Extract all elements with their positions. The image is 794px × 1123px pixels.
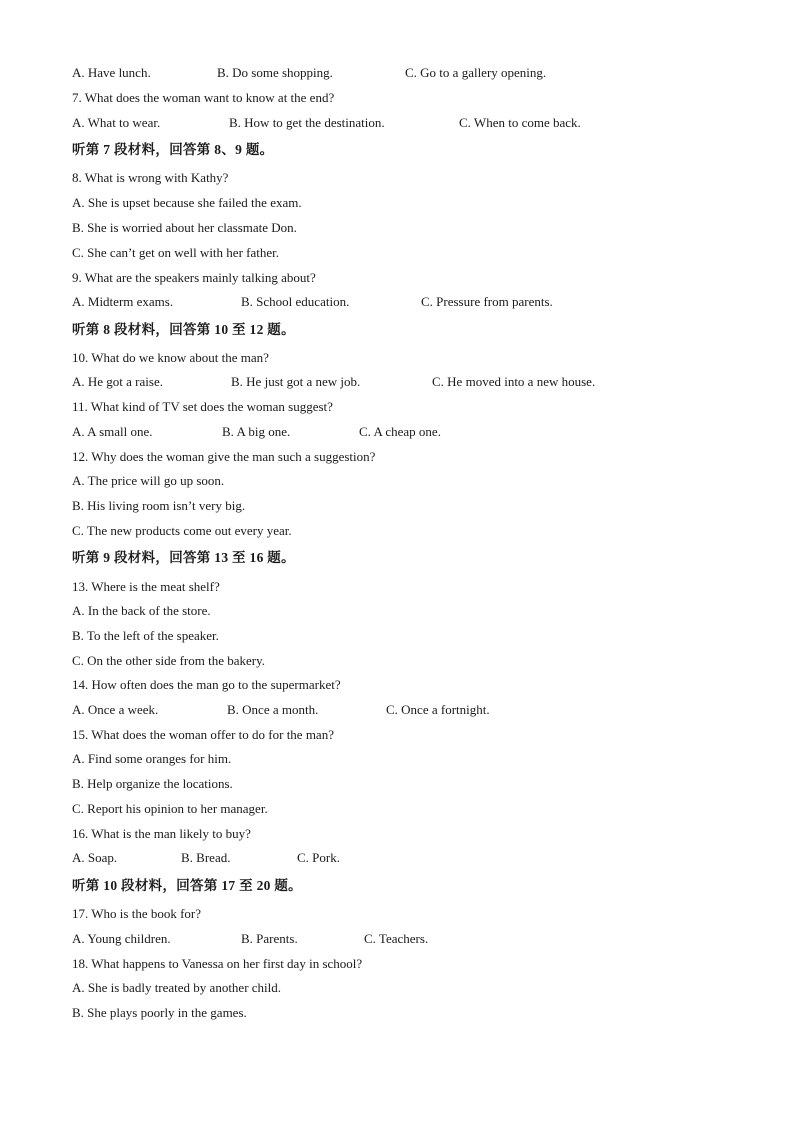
question-14: 14. How often does the man go to the supermarket? bbox=[72, 677, 341, 692]
question-9: 9. What are the speakers mainly talking about? bbox=[72, 270, 316, 285]
question-7: 7. What does the woman want to know at the end? bbox=[72, 90, 335, 105]
option-line: A. She is upset because she failed the exam. bbox=[72, 195, 302, 210]
option-c: C. Go to a gallery opening. bbox=[405, 65, 547, 80]
option-c: C. He moved into a new house. bbox=[432, 374, 596, 389]
option-c: C. Pork. bbox=[297, 850, 340, 865]
section-heading-7: 听第 7 段材料，回答第 8、9 题。 bbox=[72, 142, 274, 157]
option-line: B. She is worried about her classmate Don. bbox=[72, 220, 297, 235]
option-c: C. When to come back. bbox=[459, 115, 581, 130]
option-a: A. Have lunch. bbox=[72, 65, 151, 80]
question-16: 16. What is the man likely to buy? bbox=[72, 826, 251, 841]
option-a: A. Once a week. bbox=[72, 702, 159, 717]
option-b: B. Do some shopping. bbox=[217, 65, 333, 80]
option-line: A. She is badly treated by another child. bbox=[72, 980, 282, 995]
question-10: 10. What do we know about the man? bbox=[72, 350, 269, 365]
option-line: C. She can’t get on well with her father. bbox=[72, 245, 279, 260]
option-line: A. In the back of the store. bbox=[72, 603, 211, 618]
section-heading-8: 听第 8 段材料，回答第 10 至 12 题。 bbox=[72, 322, 295, 337]
question-15: 15. What does the woman offer to do for the man? bbox=[72, 727, 334, 742]
option-a: A. Midterm exams. bbox=[72, 294, 174, 309]
option-a: A. Young children. bbox=[72, 931, 171, 946]
option-c: C. Teachers. bbox=[364, 931, 429, 946]
option-b: B. How to get the destination. bbox=[229, 115, 385, 130]
option-line: B. His living room isn’t very big. bbox=[72, 498, 246, 513]
option-line: B. Help organize the locations. bbox=[72, 776, 233, 791]
option-b: B. School education. bbox=[241, 294, 350, 309]
option-b: B. Once a month. bbox=[227, 702, 319, 717]
option-b: B. A big one. bbox=[222, 424, 291, 439]
section-heading-10: 听第 10 段材料，回答第 17 至 20 题。 bbox=[72, 878, 302, 893]
option-line: A. The price will go up soon. bbox=[72, 473, 225, 488]
option-line: B. She plays poorly in the games. bbox=[72, 1005, 247, 1020]
option-c: C. A cheap one. bbox=[359, 424, 441, 439]
option-b: B. Parents. bbox=[241, 931, 298, 946]
option-b: B. He just got a new job. bbox=[231, 374, 361, 389]
option-line: C. The new products come out every year. bbox=[72, 523, 292, 538]
option-line: A. Find some oranges for him. bbox=[72, 751, 232, 766]
question-12: 12. Why does the woman give the man such a suggestion? bbox=[72, 449, 376, 464]
option-line: C. Report his opinion to her manager. bbox=[72, 801, 268, 816]
option-a: A. Soap. bbox=[72, 850, 118, 865]
option-line: C. On the other side from the bakery. bbox=[72, 653, 266, 668]
question-18: 18. What happens to Vanessa on her first day in school? bbox=[72, 956, 363, 971]
option-a: A. He got a raise. bbox=[72, 374, 163, 389]
option-c: C. Once a fortnight. bbox=[386, 702, 490, 717]
question-17: 17. Who is the book for? bbox=[72, 906, 202, 921]
option-c: C. Pressure from parents. bbox=[421, 294, 553, 309]
question-8: 8. What is wrong with Kathy? bbox=[72, 170, 229, 185]
option-line: B. To the left of the speaker. bbox=[72, 628, 219, 643]
question-11: 11. What kind of TV set does the woman suggest? bbox=[72, 399, 333, 414]
option-b: B. Bread. bbox=[181, 850, 231, 865]
question-13: 13. Where is the meat shelf? bbox=[72, 579, 220, 594]
option-a: A. What to wear. bbox=[72, 115, 161, 130]
option-a: A. A small one. bbox=[72, 424, 153, 439]
section-heading-9: 听第 9 段材料，回答第 13 至 16 题。 bbox=[72, 550, 295, 565]
